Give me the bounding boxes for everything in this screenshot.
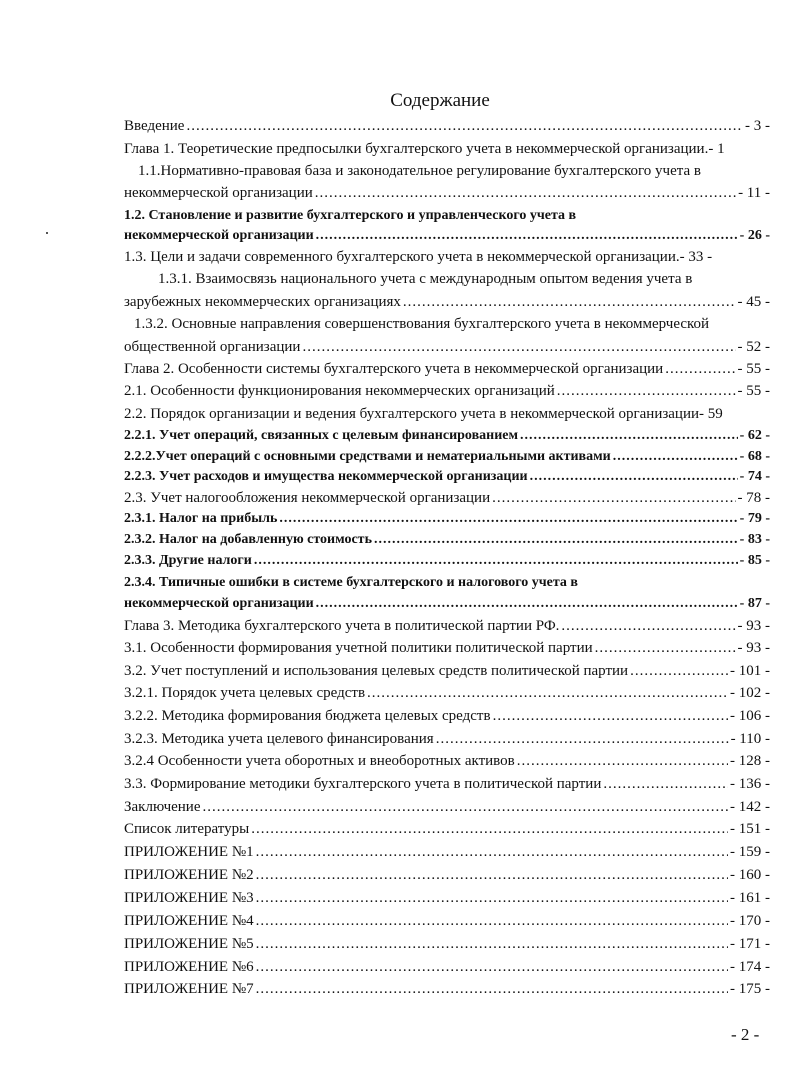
toc-entry-title: 2.2. Порядок организации и ведения бухгалтерского учета в некоммерческой организации [124,406,700,422]
toc-leader [279,511,737,527]
toc-entry-page: - 68 - [739,449,770,464]
toc-entry-title: 3.2.2. Методика формирования бюджета целевых средств [124,708,491,724]
toc-entry-page: - 151 - [730,821,770,837]
toc-entry [124,294,770,316]
toc-entry-title: 3.3. Формирование методики бухгалтерского учета в политической партии [124,776,602,792]
toc-leader [256,981,728,998]
toc-leader [493,708,728,725]
toc-entry-title: 1.2. Становление и развитие бухгалтерского и управленческого учета в [124,208,577,223]
toc-entry [124,449,770,471]
toc-entry [124,228,770,250]
toc-entry-title-cont: зарубежных некоммерческих организациях [124,294,401,310]
toc-entry-page: - 62 - [739,428,770,443]
toc-entry-title-cont: общественной организации [124,339,301,355]
toc-entry-page: - 142 - [730,799,770,815]
toc-leader [595,640,736,657]
toc-entry-page: - 11 - [738,185,770,201]
toc-leader [492,490,735,507]
toc-entry-title: 3.1. Особенности формирования учетной политики политической партии [124,640,593,656]
toc-entry-title: 2.2.2.Учет операций с основными средствами и нематериальными активами [124,449,611,464]
toc-leader [251,821,728,838]
toc-entry-page: - 170 - [730,913,770,929]
toc-leader [203,799,729,816]
toc-entry [124,553,770,575]
toc-leader [403,294,736,311]
toc-leader [520,428,738,444]
toc-leader [254,553,738,569]
toc-leader [603,776,728,793]
toc-entry [124,663,770,685]
toc-entry-page: - 159 - [730,844,770,860]
toc-entry-page: - 161 - [730,890,770,906]
toc-leader [256,959,728,976]
toc-entry-title: 2.3.2. Налог на добавленную стоимость [124,532,372,547]
toc-entry-page: - 55 - [737,383,770,399]
toc-leader [256,936,728,953]
toc-entry-page: - 102 - [730,685,770,701]
toc-entry-page: - 33 - [679,249,713,265]
toc-leader [316,596,738,612]
toc-entry-page: - 85 - [739,553,770,568]
toc-entry-page: - 83 - [739,532,770,547]
toc-entry [124,731,770,753]
toc-entry [124,596,770,618]
toc-entry-title: ПРИЛОЖЕНИЕ №7 [124,981,254,997]
toc-entry [124,708,770,730]
toc-entry [124,959,770,981]
toc-entry-title: 2.2.1. Учет операций, связанных с целевым финансированием [124,428,519,443]
toc-entry-title-cont: некоммерческой организации [124,185,313,201]
toc-entry-title: 2.3.3. Другие налоги [124,553,252,568]
toc-entry-page: - 106 - [730,708,770,724]
toc-entry [124,118,770,140]
toc-entry-page: - 87 - [739,596,770,611]
toc-entry-page: - 59 [699,406,723,422]
toc-leader [316,228,738,244]
toc-entry-page: - 3 - [745,118,770,134]
toc-entry-title: 1.1.Нормативно-правовая база и законодательное регулирование бухгалтерского учета в [138,163,701,179]
toc-entry-title: 2.2.3. Учет расходов и имущества некоммерческой организации [124,469,528,484]
toc-entry-page: - 93 - [737,618,770,634]
toc-entry [124,890,770,912]
toc-entry-page: - 136 - [730,776,770,792]
toc-entry [124,361,770,383]
toc-entry [124,406,784,428]
toc-entry-title: Список литературы [124,821,250,837]
toc-entry-page: - 160 - [730,867,770,883]
toc-entry [124,844,770,866]
toc-entry [124,339,770,361]
toc-entry [124,511,770,533]
toc-entry [124,936,770,958]
toc-entry-title: ПРИЛОЖЕНИЕ №5 [124,936,254,952]
toc-leader [557,383,736,400]
toc-leader [256,913,728,930]
toc-entry-title: ПРИЛОЖЕНИЕ №4 [124,913,254,929]
page-title: Содержание [390,90,490,111]
toc-leader [256,844,728,861]
toc-entry-title: ПРИЛОЖЕНИЕ №6 [124,959,254,975]
toc-entry-title: 3.2.3. Методика учета целевого финансирования [124,731,434,747]
toc-entry-page: - 101 - [730,663,770,679]
toc-entry-page: - 174 - [730,959,770,975]
toc-entry-title: 3.2.1. Порядок учета целевых средств [124,685,366,701]
toc-entry-title: 1.3.2. Основные направления совершенствования бухгалтерского учета в некоммерческой [134,316,710,332]
toc-entry-title: 2.3.4. Типичные ошибки в системе бухгалтерского и налогового учета в [124,575,578,590]
toc-entry [124,776,770,798]
toc-entry-title: 2.3.1. Налог на прибыль [124,511,278,526]
toc-entry [124,640,770,662]
toc-entry-title: ПРИЛОЖЕНИЕ №1 [124,844,254,860]
toc-entry-title-cont: некоммерческой организации [124,596,314,611]
toc-leader [613,449,738,465]
toc-entry [124,383,770,405]
toc-entry [124,913,770,935]
toc-leader [517,753,728,770]
toc-entry-title: Глава 1. Теоретические предпосылки бухгалтерского учета в некоммерческой организации. [124,141,709,157]
toc-entry-page: - 78 - [737,490,770,506]
toc-leader [256,890,728,907]
toc-leader [256,867,728,884]
toc-entry [124,249,770,271]
toc-entry [124,821,770,843]
toc-entry [124,469,770,491]
toc-leader [630,663,728,680]
toc-entry-title: Заключение [124,799,201,815]
toc-entry [124,799,770,821]
toc-entry-title: 2.1. Особенности функционирования некоммерческих организаций [124,383,555,399]
toc-entry [124,532,770,554]
toc-entry [124,428,770,450]
toc-entry-page: - 110 - [730,731,770,747]
toc-entry-page: - 74 - [739,469,770,484]
toc-entry-page: - 52 - [737,339,770,355]
toc-entry-title: Введение [124,118,185,134]
toc-entry-page: - 55 - [737,361,770,377]
toc-entry [124,753,770,775]
toc-entry-page: - 45 - [737,294,770,310]
toc-entry-page: - 93 - [737,640,770,656]
toc-entry-title: 1.3. Цели и задачи современного бухгалтерского учета в некоммерческой организации. [124,249,680,265]
page-number: - 2 - [731,1025,760,1044]
toc-leader [436,731,729,748]
toc-leader [530,469,738,485]
toc-entry-page: - 175 - [730,981,770,997]
toc-leader [665,361,735,378]
toc-entry-title: 2.3. Учет налогообложения некоммерческой организации [124,490,491,506]
toc-leader [561,618,735,635]
toc-entry [124,141,784,163]
toc-entry-page: - 171 - [730,936,770,952]
toc-leader [315,185,736,202]
toc-entry-title-cont: некоммерческой организации [124,228,314,243]
toc-leader [186,118,743,135]
toc-leader [367,685,728,702]
toc-entry-title: 3.2.4 Особенности учета оборотных и внеоборотных активов [124,753,515,769]
toc-entry [124,685,770,707]
toc-entry [124,185,770,207]
toc-entry-title: 3.2. Учет поступлений и использования целевых средств политической партии [124,663,629,679]
toc-entry-page: - 128 - [730,753,770,769]
toc-entry-title: 1.3.1. Взаимосвязь национального учета с международным опытом ведения учета в [158,271,693,287]
toc-entry-title: ПРИЛОЖЕНИЕ №3 [124,890,254,906]
toc-entry [124,867,770,889]
toc-entry-title: ПРИЛОЖЕНИЕ №2 [124,867,254,883]
toc-entry [124,490,770,512]
toc-leader [374,532,738,548]
scan-speck [46,232,48,234]
toc-entry-title: Глава 3. Методика бухгалтерского учета в политической партии РФ. [124,618,560,634]
toc-entry-title: Глава 2. Особенности системы бухгалтерского учета в некоммерческой организации [124,361,664,377]
toc-entry-page: - 1 [708,141,725,157]
toc-entry [124,618,770,640]
toc-entry-page: - 79 - [739,511,770,526]
toc-entry [124,981,770,1003]
toc-entry-page: - 26 - [739,228,770,243]
toc-leader [302,339,735,356]
